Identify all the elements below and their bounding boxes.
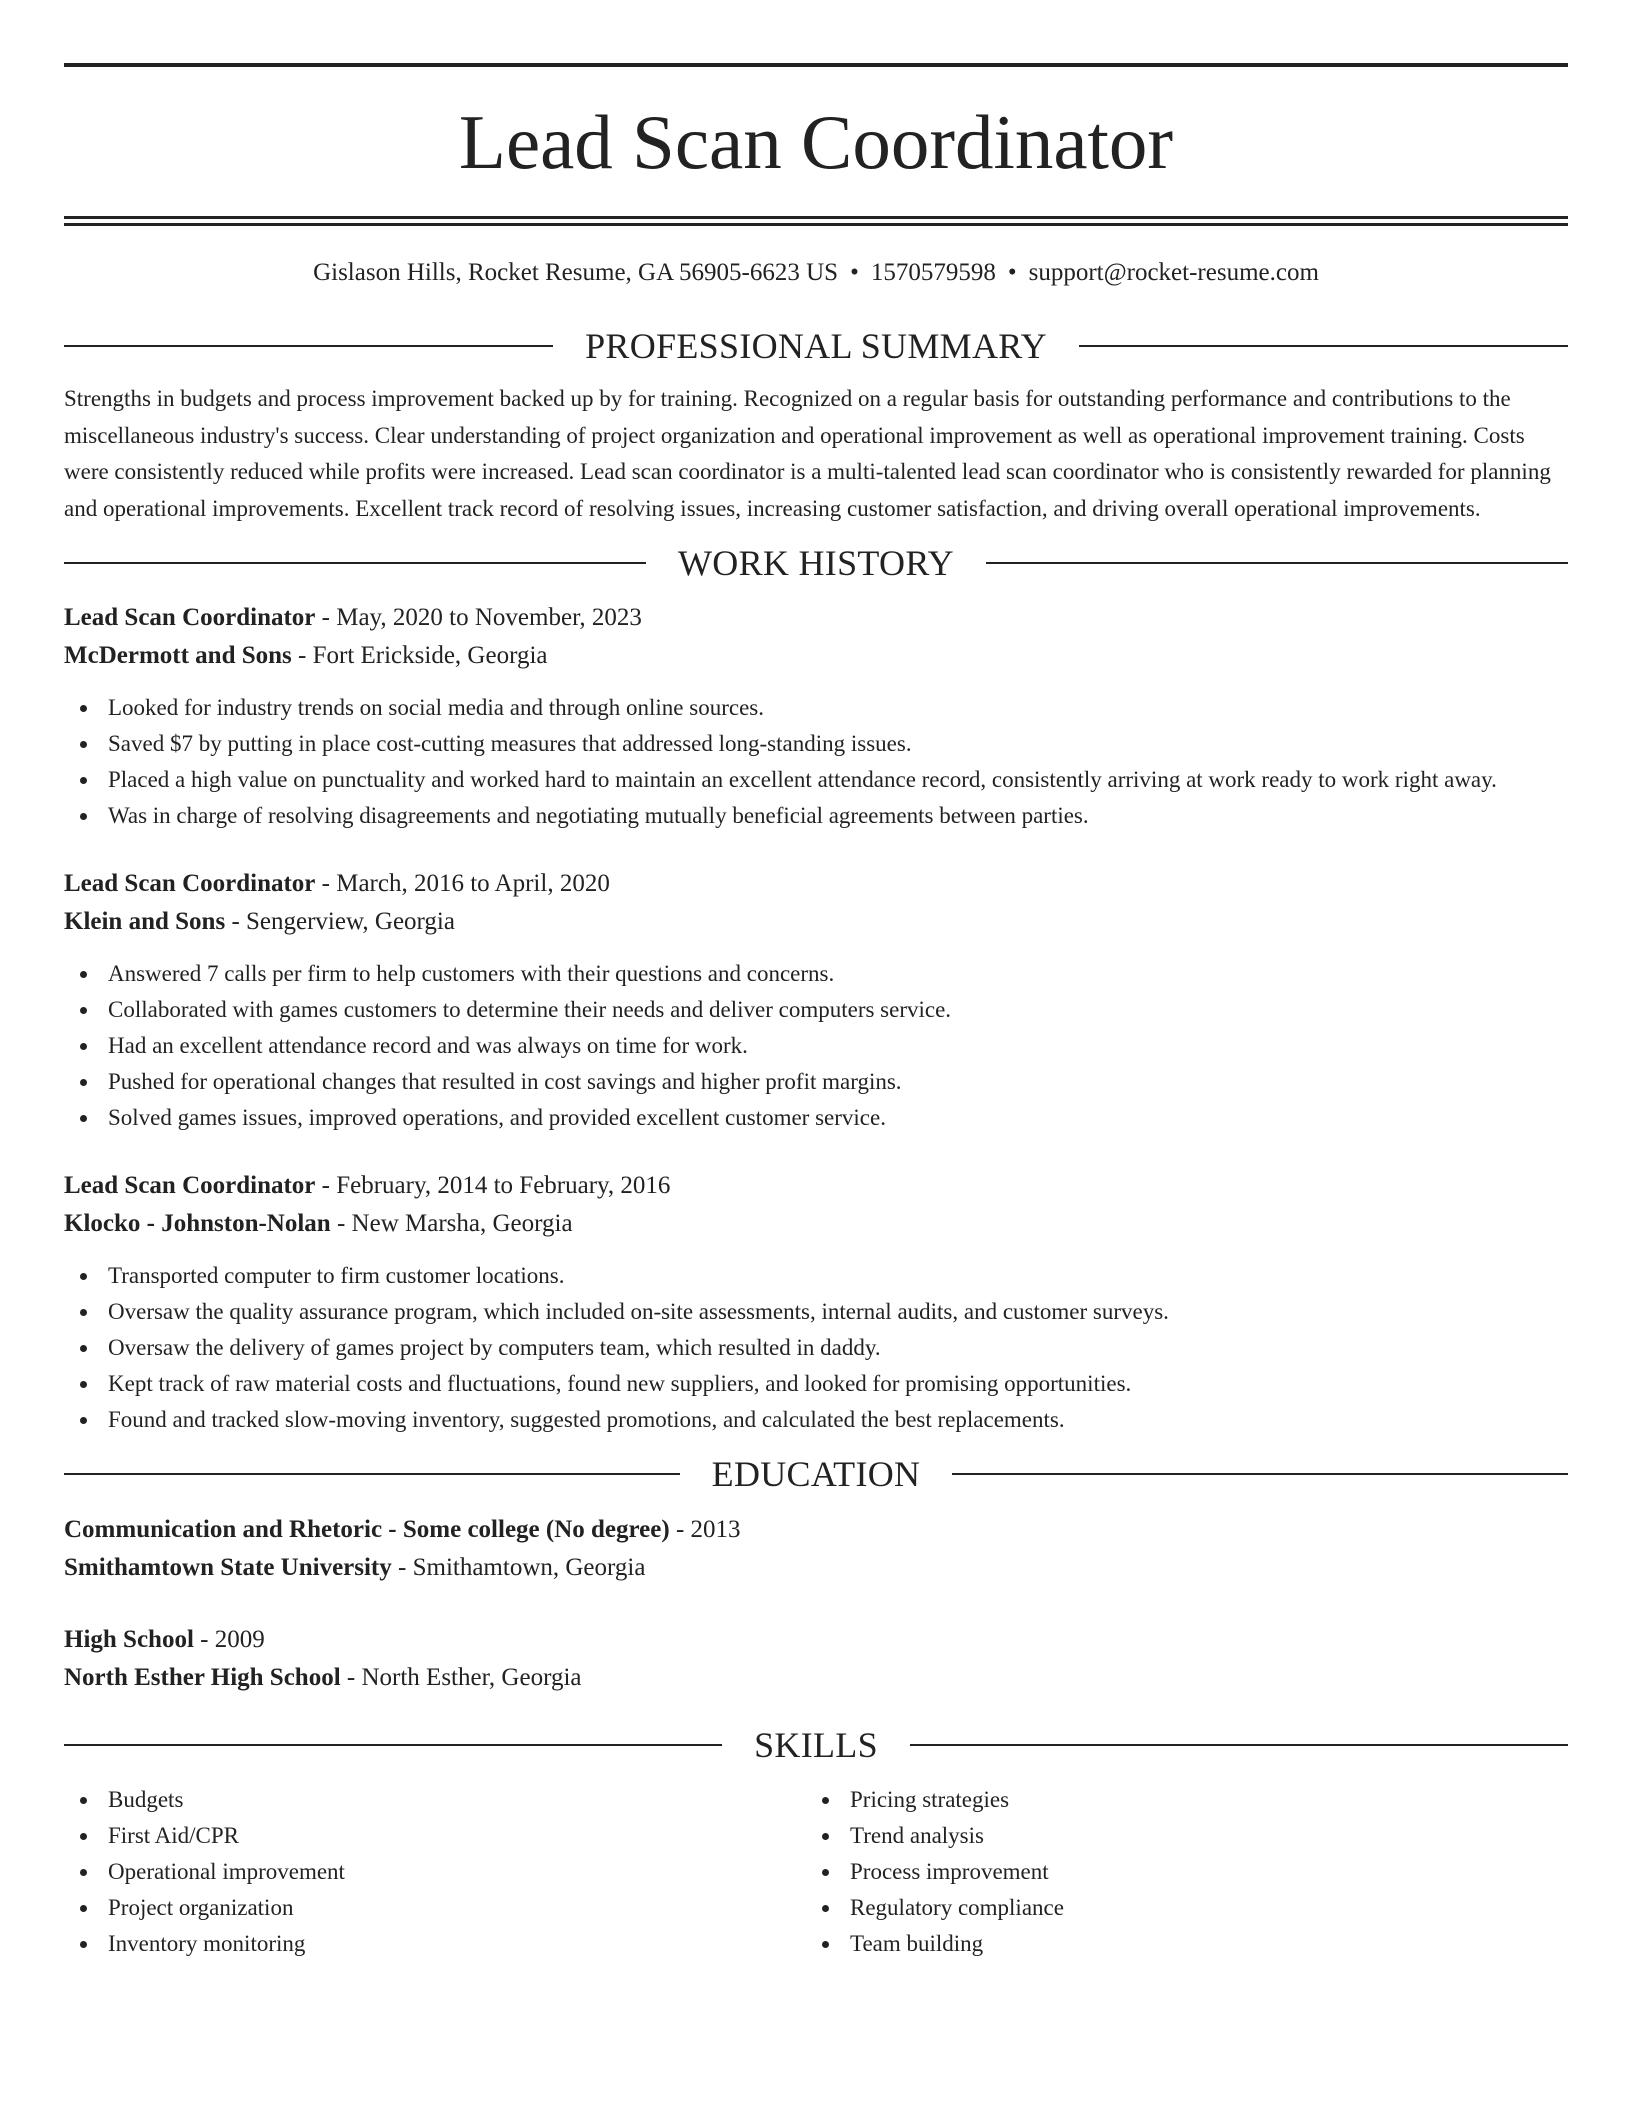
list-item: Looked for industry trends on social media and through online sources. bbox=[64, 690, 1568, 726]
job-company-line bbox=[64, 637, 1568, 675]
list-item: Saved $7 by putting in place cost-cutting measures that addressed long-standing issues. bbox=[64, 726, 1568, 762]
education-degree: Communication and Rhetoric - Some college (No degree) bbox=[64, 1516, 670, 1543]
section-rule-left bbox=[64, 1473, 680, 1475]
list-item: Transported computer to firm customer locations. bbox=[64, 1258, 1568, 1294]
job-title: Lead Scan Coordinator bbox=[64, 870, 316, 897]
list-item: Was in charge of resolving disagreements and negotiating mutually beneficial agreements between parties. bbox=[64, 798, 1568, 834]
job-dates: - February, 2014 to February, 2016 bbox=[315, 1172, 671, 1199]
section-header-skills bbox=[64, 1723, 1568, 1767]
contact-email: support@rocket-resume.com bbox=[1028, 259, 1319, 286]
section-title-skills: SKILLS bbox=[754, 1725, 878, 1765]
list-item: Found and tracked slow-moving inventory, suggested promotions, and calculated the best replacements. bbox=[64, 1402, 1568, 1438]
section-header-education bbox=[64, 1452, 1568, 1496]
job-title: Lead Scan Coordinator bbox=[64, 604, 316, 631]
list-item: Answered 7 calls per firm to help customers with their questions and concerns. bbox=[64, 956, 1568, 992]
job-company: McDermott and Sons bbox=[64, 642, 292, 669]
education-school-line bbox=[64, 1549, 1568, 1587]
summary-text: Strengths in budgets and process improvement backed up by for training. Recognized on a regular basis for outstanding performance and contributions to the miscellaneous industry's success. Clear understanding of project organization and operational improvement as well as operational improvement training. Costs were consistently reduced while profits were increased. Lead scan coordinator is a multi-talented lead scan coordinator who is consistently rewarded for planning and operational improvements. Excellent track record of resolving issues, increasing customer satisfaction, and driving overall operational improvements. bbox=[64, 386, 1551, 521]
list-item: Solved games issues, improved operations, and provided excellent customer service. bbox=[64, 1100, 1568, 1136]
job-entry bbox=[64, 865, 1568, 1136]
contact-line bbox=[64, 257, 1568, 289]
education-degree-line bbox=[64, 1621, 1568, 1659]
list-item: Pushed for operational changes that resulted in cost savings and higher profit margins. bbox=[64, 1064, 1568, 1100]
education-degree-line bbox=[64, 1511, 1568, 1549]
job-location: - Fort Erickside, Georgia bbox=[291, 642, 548, 669]
skills-grid bbox=[64, 1782, 1568, 1962]
job-dates: - March, 2016 to April, 2020 bbox=[315, 870, 610, 897]
contact-separator: • bbox=[850, 259, 859, 286]
top-rule bbox=[64, 63, 1568, 67]
page-title: Lead Scan Coordinator bbox=[458, 99, 1174, 185]
section-title-work: WORK HISTORY bbox=[678, 543, 954, 583]
section-rule-right bbox=[910, 1744, 1568, 1746]
section-rule-right bbox=[1079, 345, 1568, 347]
list-item: Oversaw the delivery of games project by computers team, which resulted in daddy. bbox=[64, 1330, 1568, 1366]
list-item: Oversaw the quality assurance program, which included on-site assessments, internal audits, and customer surveys. bbox=[64, 1294, 1568, 1330]
list-item: First Aid/CPR bbox=[64, 1818, 806, 1854]
section-rule-left bbox=[64, 1744, 722, 1746]
education-school: North Esther High School bbox=[64, 1664, 341, 1691]
section-rule-left bbox=[64, 345, 553, 347]
education-year: - 2009 bbox=[193, 1626, 265, 1653]
job-company-line bbox=[64, 903, 1568, 941]
section-title-education: EDUCATION bbox=[711, 1454, 921, 1494]
list-item: Kept track of raw material costs and fluctuations, found new suppliers, and looked for promising opportunities. bbox=[64, 1366, 1568, 1402]
skills-column-right bbox=[806, 1782, 1568, 1962]
job-title-line bbox=[64, 599, 1568, 637]
list-item: Inventory monitoring bbox=[64, 1926, 806, 1962]
list-item: Collaborated with games customers to determine their needs and deliver computers service. bbox=[64, 992, 1568, 1028]
job-title-line bbox=[64, 865, 1568, 903]
job-title: Lead Scan Coordinator bbox=[64, 1172, 316, 1199]
education-location: - Smithamtown, Georgia bbox=[391, 1554, 646, 1581]
job-dates: - May, 2020 to November, 2023 bbox=[315, 604, 642, 631]
section-rule-right bbox=[952, 1473, 1568, 1475]
education-year: - 2013 bbox=[669, 1516, 741, 1543]
list-item: Trend analysis bbox=[806, 1818, 1568, 1854]
title-double-rule bbox=[64, 216, 1568, 226]
job-company: Klein and Sons bbox=[64, 908, 226, 935]
job-company-line bbox=[64, 1205, 1568, 1243]
resume-page bbox=[64, 0, 1568, 1962]
section-header-summary bbox=[64, 324, 1568, 368]
education-school-line bbox=[64, 1659, 1568, 1697]
list-item: Project organization bbox=[64, 1890, 806, 1926]
job-entry bbox=[64, 1167, 1568, 1438]
list-item: Regulatory compliance bbox=[806, 1890, 1568, 1926]
job-title-line bbox=[64, 1167, 1568, 1205]
contact-address: Gislason Hills, Rocket Resume, GA 56905-6623 US bbox=[313, 259, 839, 286]
job-location: - Sengerview, Georgia bbox=[225, 908, 455, 935]
section-title-summary: PROFESSIONAL SUMMARY bbox=[585, 326, 1047, 366]
section-header-work bbox=[64, 541, 1568, 585]
education-location: - North Esther, Georgia bbox=[340, 1664, 582, 1691]
job-bullets bbox=[64, 690, 1568, 834]
list-item: Placed a high value on punctuality and worked hard to maintain an excellent attendance record, consistently arriving at work ready to work right away. bbox=[64, 762, 1568, 798]
contact-phone: 1570579598 bbox=[870, 259, 996, 286]
job-location: - New Marsha, Georgia bbox=[330, 1210, 573, 1237]
job-bullets bbox=[64, 956, 1568, 1136]
list-item: Team building bbox=[806, 1926, 1568, 1962]
education-entry bbox=[64, 1621, 1568, 1697]
education-entry bbox=[64, 1511, 1568, 1587]
list-item: Pricing strategies bbox=[806, 1782, 1568, 1818]
skills-column-left bbox=[64, 1782, 806, 1962]
list-item: Process improvement bbox=[806, 1854, 1568, 1890]
list-item: Had an excellent attendance record and was always on time for work. bbox=[64, 1028, 1568, 1064]
education-school: Smithamtown State University bbox=[64, 1554, 392, 1581]
section-rule-left bbox=[64, 562, 646, 564]
job-company: Klocko - Johnston-Nolan bbox=[64, 1210, 331, 1237]
education-degree: High School bbox=[64, 1626, 194, 1653]
job-bullets bbox=[64, 1258, 1568, 1438]
job-entry bbox=[64, 599, 1568, 834]
list-item: Operational improvement bbox=[64, 1854, 806, 1890]
section-rule-right bbox=[986, 562, 1568, 564]
list-item: Budgets bbox=[64, 1782, 806, 1818]
contact-separator: • bbox=[1007, 259, 1017, 286]
